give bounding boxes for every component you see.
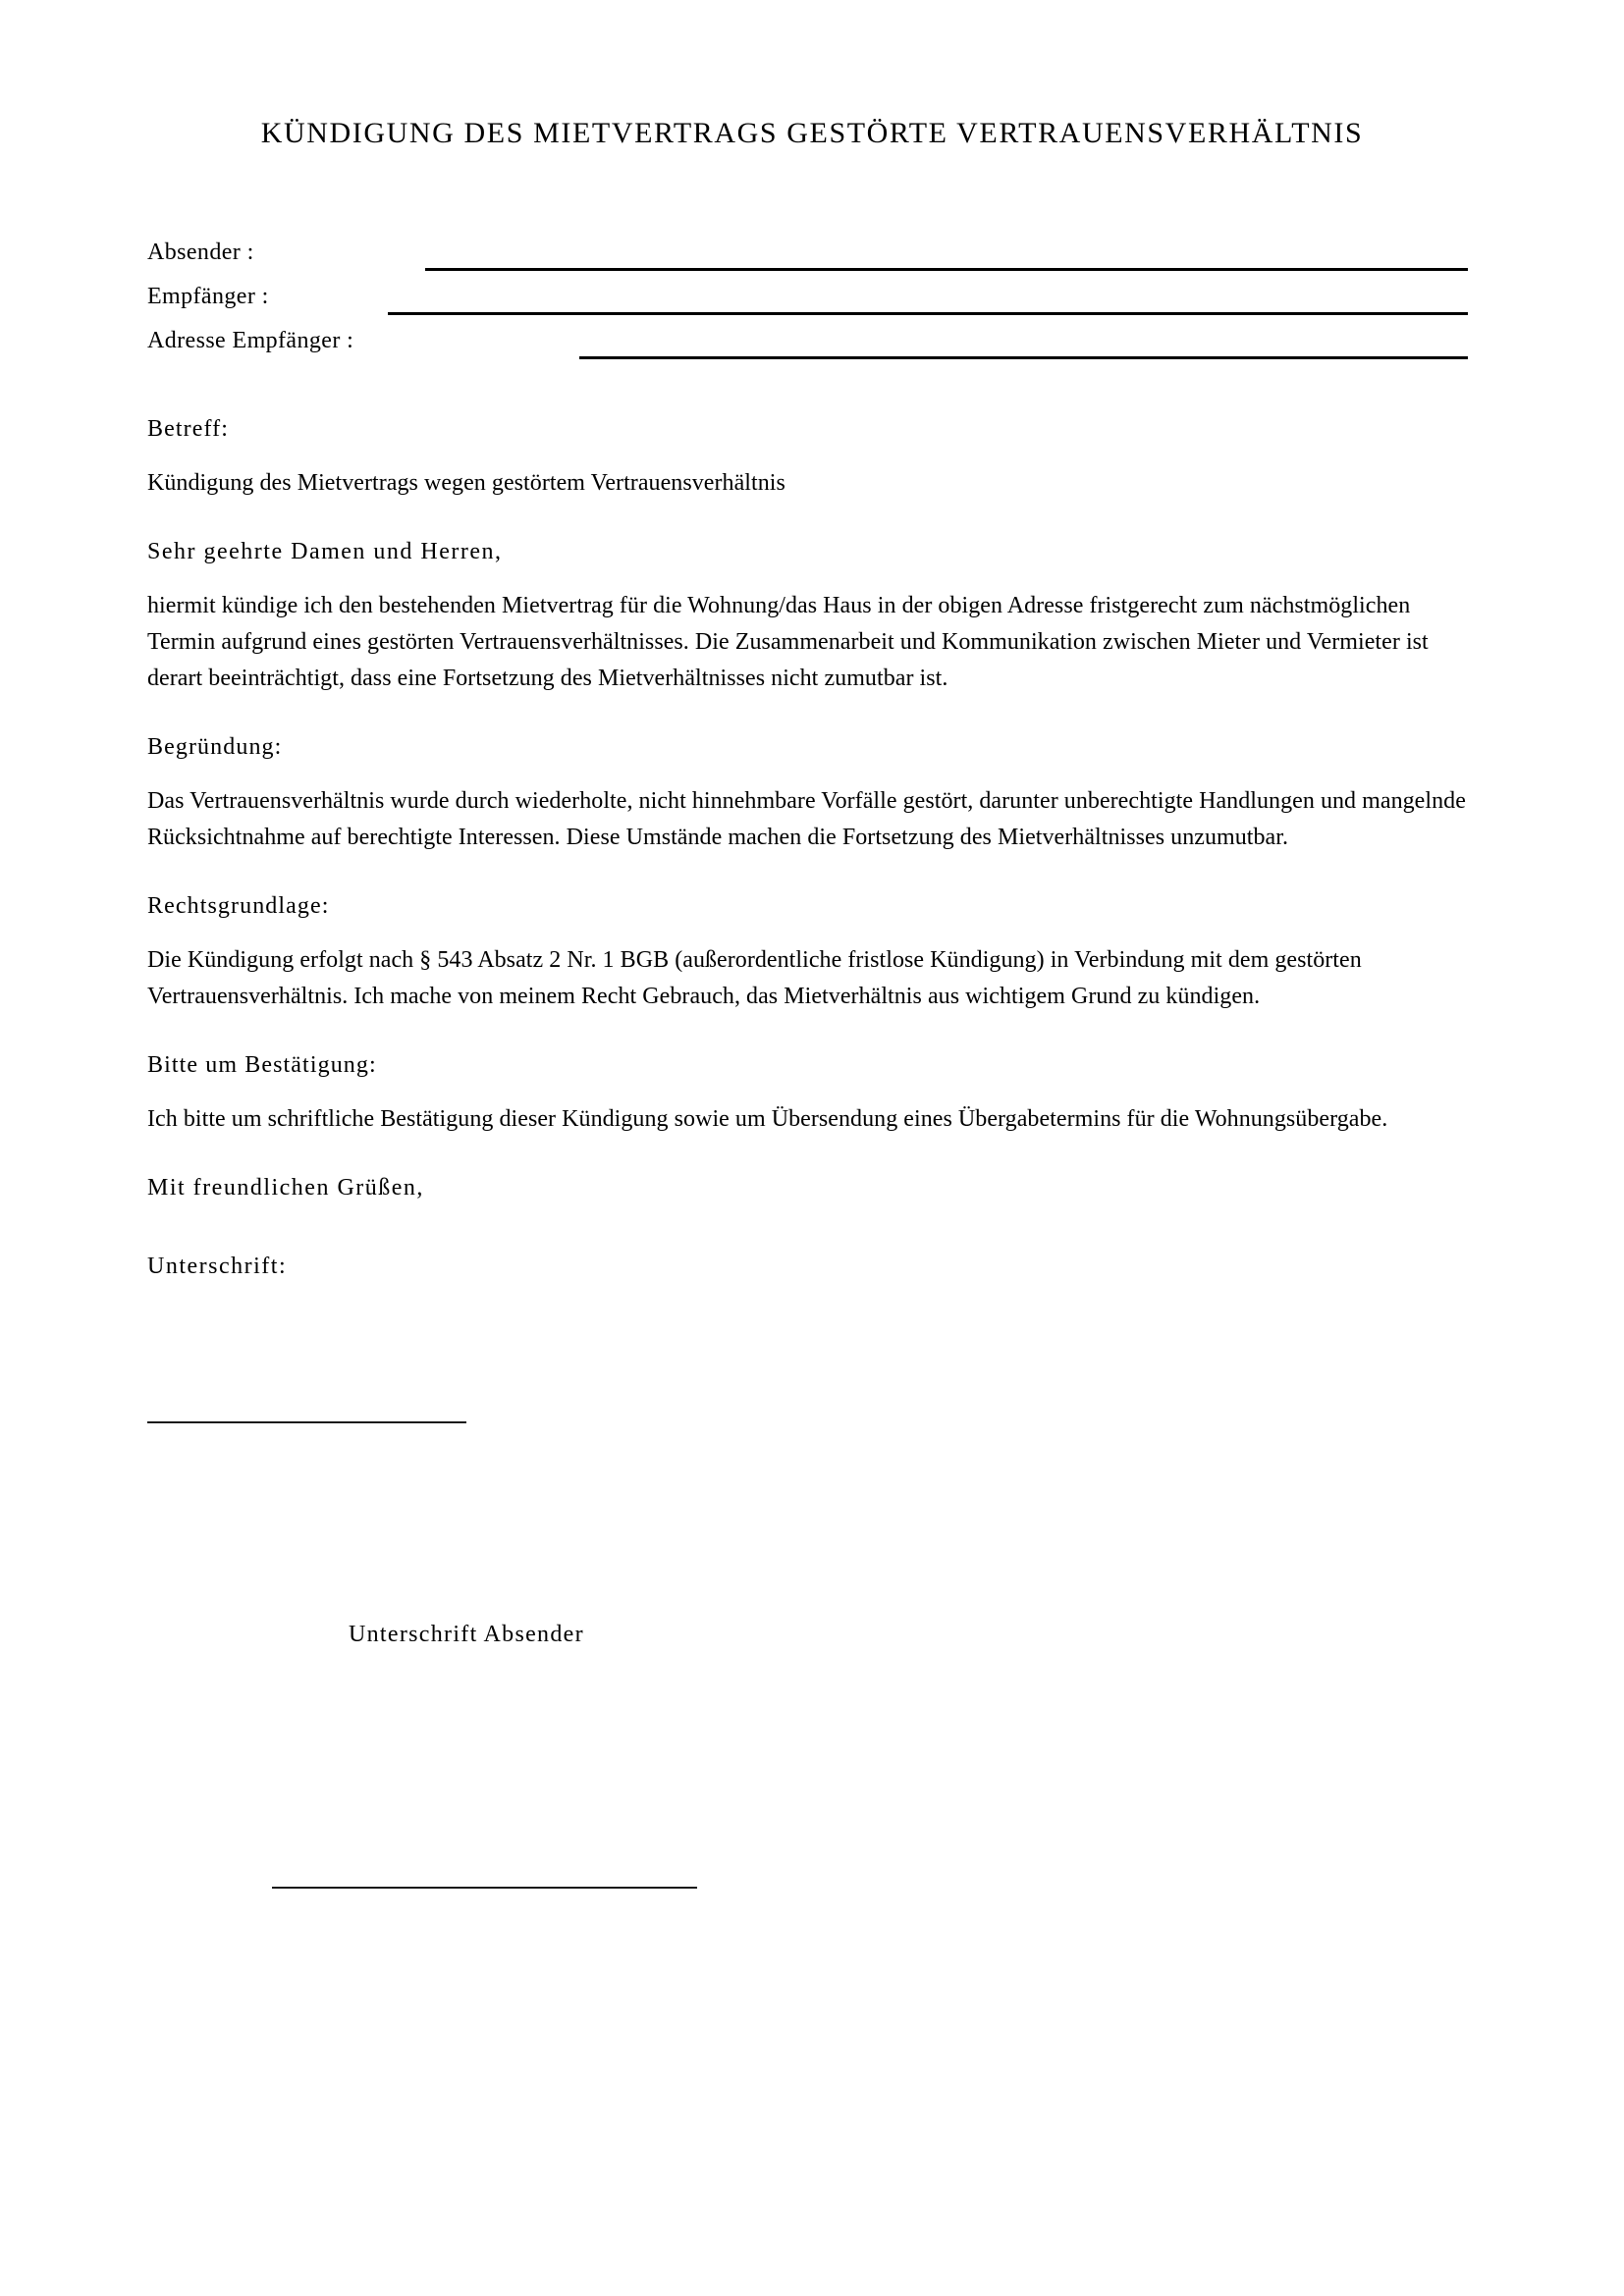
spacer bbox=[147, 1206, 1468, 1248]
spacer bbox=[147, 925, 1468, 942]
form-row-recipient-address bbox=[147, 324, 1468, 368]
intro-paragraph: hiermit kündige ich den bestehenden Mietvertrag für die Wohnung/das Haus in der obigen Adresse fristgerecht zum nächstmöglichen Termin aufgrund eines gestörten Vertrauensverhältnisses. Die Zusammenarbeit und Kommunikation zwischen Mieter und Vermieter ist derart beeinträchtigt, dass eine Fortsetzung des Mietverhältnisses nicht zumutbar ist. bbox=[147, 593, 1429, 691]
spacer bbox=[147, 502, 1468, 533]
signature-line-bottom[interactable] bbox=[272, 1887, 697, 1889]
spacer bbox=[147, 570, 1468, 588]
sender-input-rule[interactable] bbox=[425, 268, 1468, 271]
signature-caption: Unterschrift Absender bbox=[349, 1622, 584, 1647]
subject-line: Kündigung des Mietvertrags wegen gestörtem Vertrauensverhältnis bbox=[147, 470, 785, 496]
reason-paragraph: Das Vertrauensverhältnis wurde durch wiederholte, nicht hinnehmbare Vorfälle gestört, darunter unberechtigte Handlungen und mangelnde Rücksichtnahme auf berechtigte Interessen. Diese Umstände machen die Fortsetzung des Mietverhältnisses unzumutbar. bbox=[147, 788, 1466, 850]
page-title: KÜNDIGUNG DES MIETVERTRAGS GESTÖRTE VERTRAUENSVERHÄLTNIS bbox=[260, 117, 1364, 149]
spacer bbox=[147, 856, 1468, 887]
address-form-block bbox=[147, 236, 1468, 368]
spacer bbox=[147, 766, 1468, 783]
reason-heading: Begründung: bbox=[147, 734, 283, 760]
spacer bbox=[147, 1138, 1468, 1169]
spacer bbox=[147, 448, 1468, 465]
recipient-input-rule[interactable] bbox=[388, 312, 1468, 315]
confirmation-paragraph: Ich bitte um schriftliche Bestätigung dieser Kündigung sowie um Übersendung eines Übergabetermins für die Wohnungsübergabe. bbox=[147, 1106, 1388, 1132]
recipient-address-input-rule[interactable] bbox=[579, 356, 1468, 359]
signature-line-top[interactable] bbox=[147, 1421, 466, 1423]
closing-greeting: Mit freundlichen Grüßen, bbox=[147, 1175, 424, 1201]
spacer bbox=[147, 1084, 1468, 1101]
sender-label: Absender : bbox=[147, 240, 254, 265]
spacer bbox=[147, 1015, 1468, 1046]
legal-basis-paragraph: Die Kündigung erfolgt nach § 543 Absatz 2 Nr. 1 BGB (außerordentliche fristlose Kündigung) in Verbindung mit dem gestörten Vertrauensverhältnis. Ich mache von meinem Recht Gebrauch, das Mietverhältnis aus wichtigem Grund zu kündigen. bbox=[147, 947, 1362, 1009]
recipient-address-label: Adresse Empfänger : bbox=[147, 328, 354, 353]
salutation: Sehr geehrte Damen und Herren, bbox=[147, 539, 503, 564]
subject-heading: Betreff: bbox=[147, 416, 229, 442]
recipient-label: Empfänger : bbox=[147, 284, 269, 309]
legal-basis-heading: Rechtsgrundlage: bbox=[147, 893, 330, 919]
signature-heading: Unterschrift: bbox=[147, 1254, 288, 1279]
form-row-sender bbox=[147, 236, 1468, 280]
confirmation-heading: Bitte um Bestätigung: bbox=[147, 1052, 377, 1078]
spacer bbox=[147, 697, 1468, 728]
form-row-recipient bbox=[147, 280, 1468, 324]
letter-body bbox=[147, 410, 1468, 1285]
